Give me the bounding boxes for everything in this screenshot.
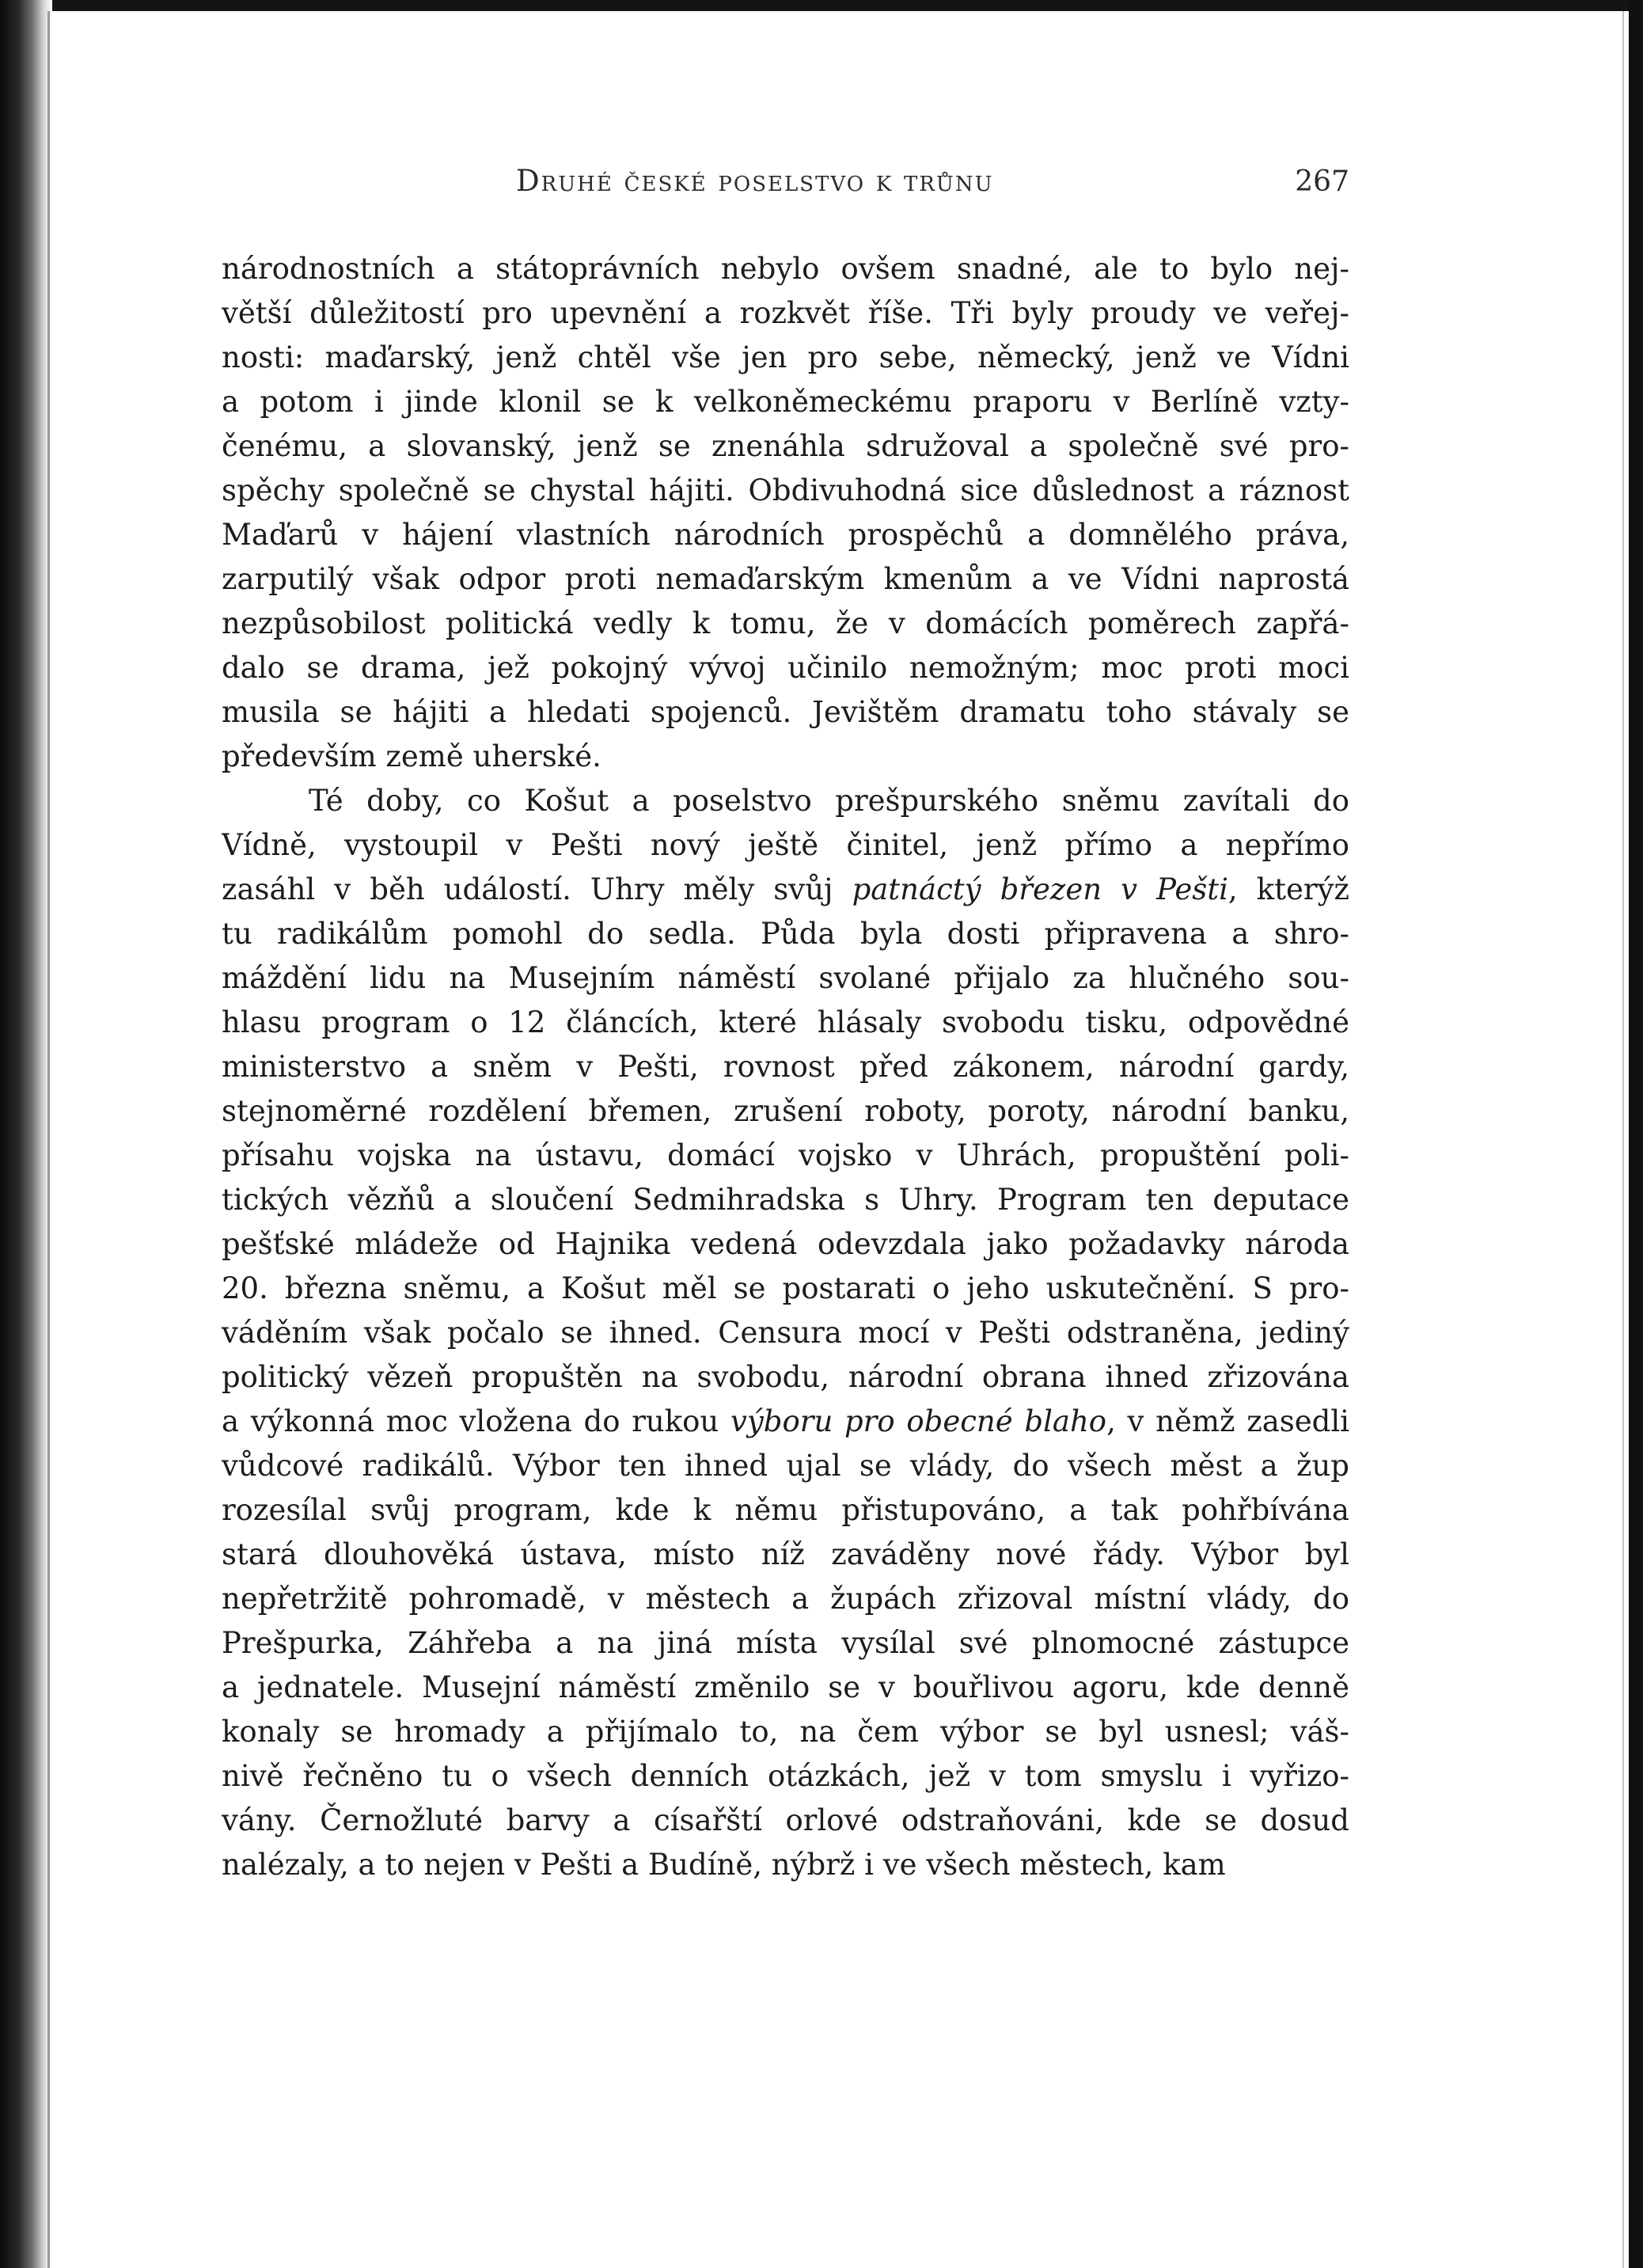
- text-line: [222, 1710, 1349, 1754]
- text-segment: nezpůsobilost politická vedly k tomu, že v domácích poměrech zapřá-: [222, 606, 1349, 640]
- text-segment: ministerstvo a sněm v Pešti, rovnost před zákonem, národní gardy,: [222, 1050, 1349, 1084]
- text-segment: stará dlouhověká ústava, místo níž zaváděny nové řády. Výbor byl: [222, 1537, 1349, 1571]
- text-segment: zarputilý však odpor proti nemaďarským kmenům a ve Vídni naprostá: [222, 562, 1349, 596]
- text-line: [222, 1488, 1349, 1533]
- text-line: [222, 469, 1349, 513]
- text-line: [222, 1355, 1349, 1400]
- text-segment: , kterýž: [1228, 872, 1349, 906]
- text-line: [222, 291, 1349, 336]
- text-segment: tu radikálům pomohl do sedla. Půda byla dosti připravena a shro-: [222, 917, 1349, 951]
- text-segment: především země uherské.: [222, 739, 601, 773]
- text-segment: spěchy společně se chystal hájiti. Obdivuhodná sice důslednost a ráznost: [222, 473, 1349, 507]
- text-segment: tických vězňů a sloučení Sedmihradska s Uhry. Program ten deputace: [222, 1183, 1349, 1217]
- text-segment: nosti: maďarský, jenž chtěl vše jen pro sebe, německý, jenž ve Vídni: [222, 340, 1349, 374]
- text-line: [222, 823, 1349, 868]
- text-segment: Vídně, vystoupil v Pešti nový ještě činitel, jenž přímo a nepřímo: [222, 828, 1349, 862]
- text-segment: stejnoměrné rozdělení břemen, zrušení roboty, poroty, národní banku,: [222, 1094, 1349, 1128]
- text-line: [222, 1754, 1349, 1799]
- text-segment: Té doby, co Košut a poselstvo prešpurského sněmu zavítali do: [309, 784, 1349, 818]
- text-line: [222, 735, 1349, 779]
- text-line: [222, 1533, 1349, 1577]
- text-segment: pešťské mládeže od Hajnika vedená odevzdala jako požadavky národa: [222, 1227, 1349, 1261]
- scan-edge-right: [1629, 0, 1643, 2268]
- text-segment: národnostních a státoprávních nebylo ovšem snadné, ale to bylo nej-: [222, 252, 1349, 286]
- text-segment: přísahu vojska na ústavu, domácí vojsko v Uhrách, propuštění poli-: [222, 1138, 1349, 1172]
- text-segment: větší důležitostí pro upevnění a rozkvět říše. Tři byly proudy ve veřej-: [222, 296, 1349, 330]
- text-line: [222, 513, 1349, 557]
- paragraph: [222, 247, 1349, 779]
- paragraph: [222, 779, 1349, 1887]
- text-line: [222, 602, 1349, 646]
- text-segment: zasáhl v běh událostí. Uhry měly svůj: [222, 872, 852, 906]
- text-segment: nalézaly, a to nejen v Pešti a Budíně, nýbrž i ve všech městech, kam: [222, 1848, 1226, 1882]
- text-line: [222, 1089, 1349, 1134]
- text-segment: máždění lidu na Musejním náměstí svolané přijalo za hlučného sou-: [222, 961, 1349, 995]
- text-segment: čenému, a slovanský, jenž se znenáhla sdružoval a společně své pro-: [222, 429, 1349, 463]
- body-text: [222, 247, 1349, 1887]
- text-line: [222, 1178, 1349, 1222]
- text-line: [222, 1400, 1349, 1444]
- text-line: [222, 336, 1349, 380]
- running-title: Druhé české poselstvo k trůnu: [516, 164, 994, 198]
- text-line: [222, 1311, 1349, 1355]
- text-line: [222, 646, 1349, 690]
- text-line: [222, 1001, 1349, 1045]
- text-segment: politický vězeň propuštěn na svobodu, národní obrana ihned zřizována: [222, 1360, 1349, 1394]
- text-line: [222, 424, 1349, 469]
- text-segment: nepřetržitě pohromadě, v městech a župách zřizoval místní vlády, do: [222, 1582, 1349, 1616]
- text-segment: , v němž zasedli: [1106, 1404, 1349, 1438]
- text-line: [222, 1222, 1349, 1267]
- page-number: 267: [1295, 165, 1349, 198]
- text-line: [222, 1621, 1349, 1666]
- text-segment: a výkonná moc vložena do rukou: [222, 1404, 730, 1438]
- italic-phrase: výboru pro obecné blaho: [730, 1404, 1107, 1438]
- text-segment: musila se hájiti a hledati spojenců. Jevištěm dramatu toho stávaly se: [222, 695, 1349, 729]
- text-segment: Maďarů v hájení vlastních národních prospěchů a domnělého práva,: [222, 518, 1349, 552]
- text-segment: hlasu program o 12 článcích, které hlásaly svobodu tisku, odpovědné: [222, 1005, 1349, 1039]
- text-segment: váděním však počalo se ihned. Censura mocí v Pešti odstraněna, jediný: [222, 1316, 1349, 1350]
- text-segment: nivě řečněno tu o všech denních otázkách, jež v tom smyslu i vyřizo-: [222, 1759, 1349, 1793]
- text-line: [222, 868, 1349, 912]
- italic-phrase: patnáctý březen v Pešti: [852, 872, 1228, 906]
- scan-edge-left: [0, 0, 52, 2268]
- text-line: [222, 779, 1349, 823]
- text-segment: konaly se hromady a přijímalo to, na čem výbor se byl usnesl; váš-: [222, 1715, 1349, 1749]
- text-line: [222, 1666, 1349, 1710]
- text-segment: Prešpurka, Záhřeba a na jiná místa vysílal své plnomocné zástupce: [222, 1626, 1349, 1660]
- text-segment: a jednatele. Musejní náměstí změnilo se v bouřlivou agoru, kde denně: [222, 1670, 1349, 1704]
- running-head: [222, 162, 1349, 202]
- text-line: [222, 1799, 1349, 1843]
- scan-edge-right-line: [1622, 11, 1624, 2268]
- text-line: [222, 956, 1349, 1001]
- text-segment: dalo se drama, jež pokojný vývoj učinilo nemožným; moc proti moci: [222, 651, 1349, 685]
- text-line: [222, 1267, 1349, 1311]
- scan-edge-top: [0, 0, 1643, 11]
- text-line: [222, 690, 1349, 735]
- text-line: [222, 557, 1349, 602]
- text-segment: 20. března sněmu, a Košut měl se postarati o jeho uskutečnění. S pro-: [222, 1271, 1349, 1305]
- text-segment: a potom i jinde klonil se k velkoněmeckému praporu v Berlíně vzty-: [222, 385, 1349, 419]
- text-line: [222, 1444, 1349, 1488]
- text-segment: rozesílal svůj program, kde k němu přistupováno, a tak pohřbívána: [222, 1493, 1349, 1527]
- text-line: [222, 1843, 1349, 1887]
- scan-edge-left-line: [47, 11, 50, 2268]
- text-segment: vůdcové radikálů. Výbor ten ihned ujal se vlády, do všech měst a žup: [222, 1449, 1349, 1483]
- text-line: [222, 380, 1349, 424]
- text-line: [222, 1134, 1349, 1178]
- text-line: [222, 1045, 1349, 1089]
- text-line: [222, 1577, 1349, 1621]
- text-line: [222, 247, 1349, 291]
- text-segment: vány. Černožluté barvy a císařští orlové odstraňováni, kde se dosud: [222, 1803, 1349, 1837]
- text-line: [222, 912, 1349, 956]
